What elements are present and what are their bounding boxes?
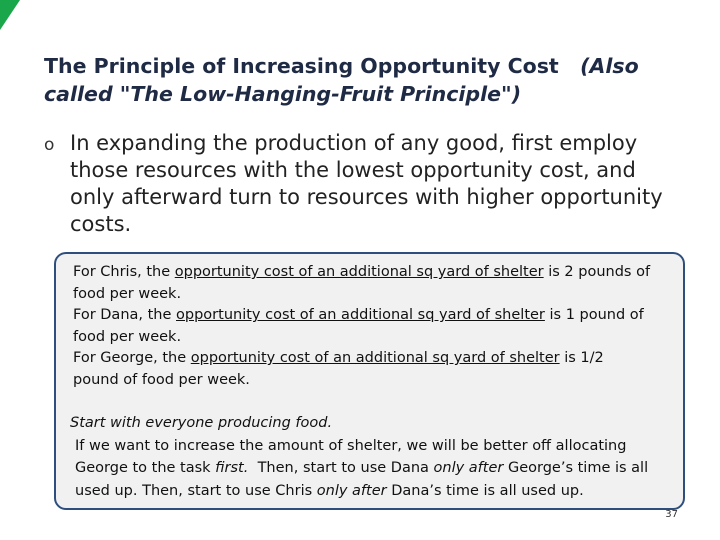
dana-underlined-phrase: opportunity cost of an additional sq yard of shelter <box>176 307 545 323</box>
allocation-first: first. <box>215 460 249 476</box>
title-sub-part1: (Also <box>580 54 639 78</box>
dana-prefix: For Dana, the <box>73 307 172 323</box>
corner-accent <box>0 0 20 30</box>
allocation-part-a: If we want to increase the amount of shelter, we will be better off allocating George to the task <box>75 437 627 476</box>
title-sub-part2: called "The Low-Hanging-Fruit Principle") <box>44 82 522 106</box>
chris-prefix: For Chris, the <box>73 264 171 280</box>
title-main: The Principle of Increasing Opportunity Cost <box>44 54 559 78</box>
start-line: Start with everyone producing food. <box>70 415 333 431</box>
bullet-marker: o <box>44 135 55 155</box>
bullet-text: In expanding the production of any good, first employ those resources with the lowest opportunity cost, and only afterward turn to resources with higher opportunity costs. <box>70 131 663 236</box>
allocation-part-c: George’s time is all used up. Then, start to use Chris <box>75 460 649 499</box>
chris-underlined-phrase: opportunity cost of an additional sq yard of shelter <box>174 264 544 280</box>
george-prefix: For George, the <box>73 350 187 366</box>
page-number: 37 <box>665 509 678 520</box>
allocation-paragraph <box>70 412 670 502</box>
george-line <box>73 348 653 391</box>
dana-suffix: is 1 pound of food per week. <box>73 307 644 345</box>
allocation-only-after-2: only after <box>316 482 387 499</box>
slide-title <box>44 52 694 108</box>
chris-line <box>73 262 653 305</box>
bullet-item <box>44 130 684 238</box>
chris-suffix: is 2 pounds of food per week. <box>73 264 651 302</box>
allocation-text <box>70 435 670 503</box>
dana-line <box>73 305 653 348</box>
opportunity-cost-list <box>73 262 653 391</box>
allocation-only-after-1: only after <box>433 460 504 476</box>
allocation-part-d: Dana’s time is all used up. <box>391 482 584 499</box>
george-suffix: is 1/2 pound of food per week. <box>73 350 604 388</box>
george-underlined-phrase: opportunity cost of an additional sq yard of shelter <box>190 350 560 366</box>
allocation-part-b: Then, start to use Dana <box>257 460 429 476</box>
